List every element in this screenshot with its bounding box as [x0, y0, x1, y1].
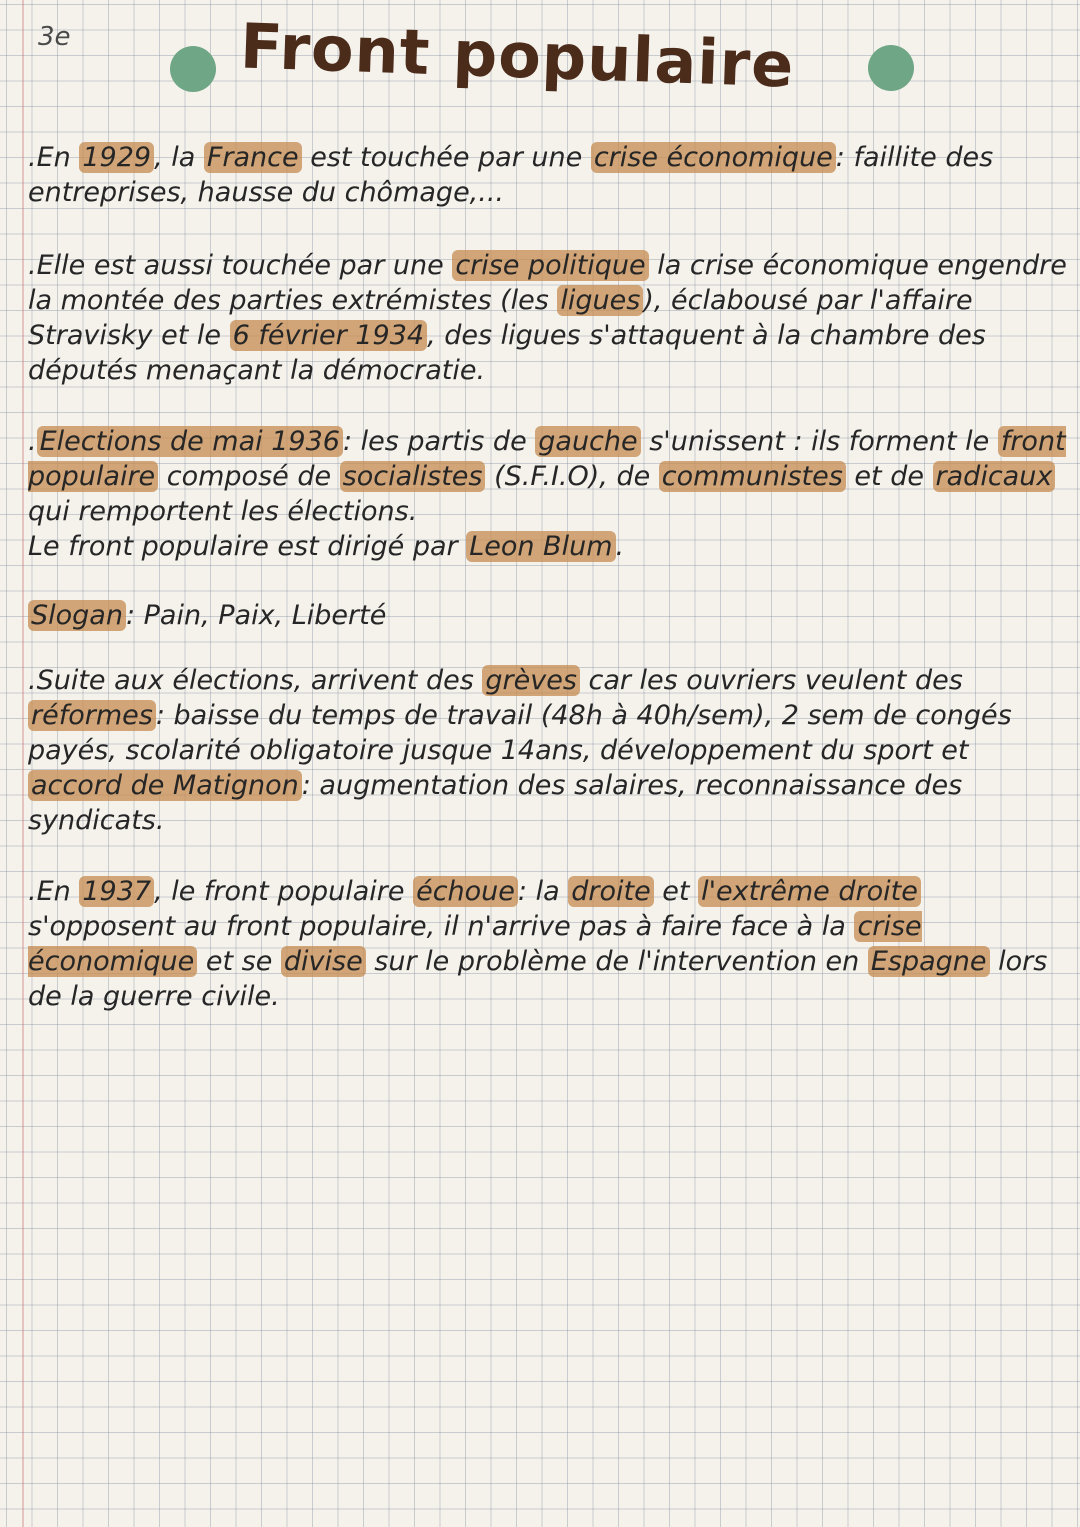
text-segment: est touchée par une: [301, 142, 591, 173]
paragraph-text: [28, 248, 1068, 388]
highlighted-term: communistes: [659, 461, 846, 492]
highlighted-term: 1937: [79, 876, 154, 907]
text-segment: , le front populaire: [154, 876, 414, 907]
text-segment: la crise économique engendre la montée des parties extrémistes (les: [28, 250, 1067, 316]
highlighted-term: divise: [281, 946, 366, 977]
paragraph-text: [28, 140, 1068, 210]
highlighted-term: Slogan: [28, 600, 126, 631]
highlighted-term: réformes: [28, 700, 156, 731]
text-segment: : faillite des entreprises, hausse du chômage,...: [28, 142, 994, 208]
highlighted-term: 1929: [79, 142, 154, 173]
highlighted-term: crise politique: [452, 250, 648, 281]
note-paragraph: [28, 663, 1068, 838]
highlighted-term: Leon Blum: [466, 531, 615, 562]
text-segment: , des ligues s'attaquent à la chambre des députés menaçant la démocratie.: [28, 320, 986, 386]
highlighted-term: front populaire: [28, 426, 1066, 492]
text-segment: s'unissent : ils forment le: [640, 426, 998, 457]
highlighted-term: crise économique: [28, 911, 922, 977]
page-header: [0, 0, 1080, 120]
paragraph-text: [28, 598, 1068, 633]
text-segment: : augmentation des salaires, reconnaissance des syndicats.: [28, 770, 963, 836]
text-segment: .Elle est aussi touchée par une: [28, 250, 453, 281]
text-segment: .: [615, 531, 625, 562]
highlighted-term: Elections de mai 1936: [37, 426, 343, 457]
highlighted-term: grèves: [482, 665, 580, 696]
text-segment: qui remportent les élections.: [28, 496, 418, 527]
text-segment: : la: [517, 876, 569, 907]
text-segment: , la: [154, 142, 204, 173]
highlighted-term: Espagne: [868, 946, 990, 977]
text-segment: Le front populaire est dirigé par: [28, 531, 467, 562]
highlighted-term: gauche: [535, 426, 640, 457]
highlighted-term: droite: [568, 876, 653, 907]
text-segment: composé de: [158, 461, 340, 492]
highlighted-term: crise économique: [591, 142, 836, 173]
text-segment: : les partis de: [342, 426, 536, 457]
highlighted-term: l'extrême droite: [698, 876, 921, 907]
text-segment: (S.F.I.O), de: [485, 461, 659, 492]
paragraph-text: [28, 663, 1068, 838]
highlighted-term: échoue: [413, 876, 518, 907]
text-segment: ), éclabousé par l'affaire Stravisky et le: [28, 285, 973, 351]
text-segment: et de: [845, 461, 933, 492]
note-paragraph: [28, 424, 1068, 564]
text-segment: .En: [28, 142, 80, 173]
page-title: Front populaire: [238, 9, 796, 102]
text-segment: : Pain, Paix, Liberté: [125, 600, 387, 631]
green-dot-right-icon: [868, 45, 914, 91]
text-segment: car les ouvriers veulent des: [579, 665, 963, 696]
paragraph-text: [28, 874, 1068, 1014]
paragraph-text: [28, 529, 1068, 564]
text-segment: .En: [28, 876, 80, 907]
text-segment: s'opposent au front populaire, il n'arrive pas à faire face à la: [28, 911, 855, 942]
highlighted-term: ligues: [557, 285, 643, 316]
note-paragraph: [28, 598, 1068, 633]
green-dot-left-icon: [170, 46, 216, 92]
grade-label: 3e: [38, 22, 71, 52]
highlighted-term: radicaux: [933, 461, 1056, 492]
highlighted-term: France: [204, 142, 302, 173]
text-segment: lors de la guerre civile.: [28, 946, 1048, 1012]
note-paragraph: [28, 248, 1068, 388]
text-segment: sur le problème de l'intervention en: [365, 946, 868, 977]
highlighted-term: accord de Matignon: [28, 770, 302, 801]
highlighted-term: socialistes: [340, 461, 486, 492]
note-paragraph: [28, 874, 1068, 1014]
text-segment: : baisse du temps de travail (48h à 40h/sem), 2 sem de congés payés, scolarité obligatoire jusque 14ans, développement du sport et: [28, 700, 1012, 766]
text-segment: .Suite aux élections, arrivent des: [28, 665, 483, 696]
note-paragraph: [28, 140, 1068, 210]
text-segment: .: [28, 426, 37, 457]
text-segment: et: [653, 876, 699, 907]
notes-body: [28, 140, 1068, 1014]
text-segment: et se: [197, 946, 281, 977]
page-margin-line: [22, 0, 24, 1527]
paragraph-text: [28, 424, 1068, 529]
highlighted-term: 6 février 1934: [230, 320, 427, 351]
